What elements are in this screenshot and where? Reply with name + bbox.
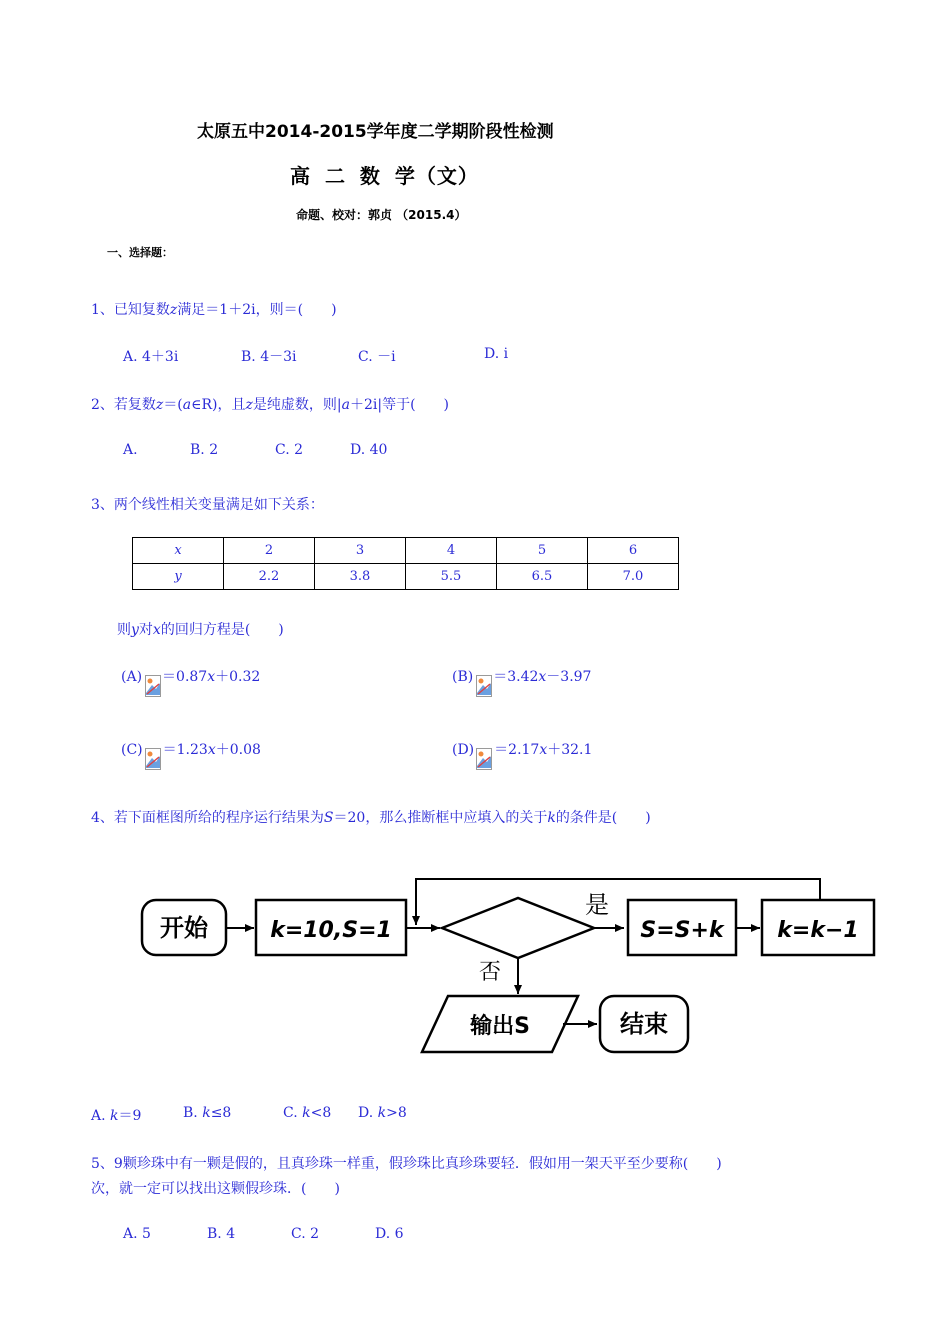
- q2-option-c: C. 2: [275, 442, 304, 458]
- exam-title: 太原五中2014-2015学年度二学期阶段性检测: [197, 122, 554, 142]
- q3-option-d: (D) ＝2.17x＋32.1: [452, 742, 593, 758]
- flow-start-label: 开始: [160, 914, 208, 942]
- table-cell: 4: [406, 538, 497, 564]
- table-cell: 6.5: [497, 564, 588, 590]
- flow-no-label: 否: [478, 960, 502, 985]
- question-3-stem: 3、两个线性相关变量满足如下关系：: [91, 497, 324, 513]
- table-cell: 3: [315, 538, 406, 564]
- q4-option-b: B. k≤8: [183, 1105, 232, 1121]
- q3-option-c: (C) ＝1.23x＋0.08: [121, 742, 261, 758]
- exam-subtitle: 高 二 数 学（文）: [290, 164, 479, 188]
- table-cell: x: [133, 538, 224, 564]
- q5-option-b: B. 4: [207, 1226, 236, 1242]
- flow-init-label: k=10,S=1: [270, 918, 392, 943]
- q1-option-b: B. 4－3i: [241, 349, 297, 365]
- q5-option-d: D. 6: [375, 1226, 404, 1242]
- q2-option-b: B. 2: [190, 442, 219, 458]
- section-heading: 一、选择题：: [107, 246, 173, 259]
- flow-end-label: 结束: [620, 1010, 668, 1038]
- flow-decision-diamond: [442, 898, 594, 958]
- table-cell: 2.2: [224, 564, 315, 590]
- q2-option-a: A.: [123, 442, 138, 458]
- exam-byline: 命题、校对：郭贞 （2015.4）: [296, 208, 467, 222]
- q3-option-a: (A) ＝0.87x＋0.32: [121, 669, 261, 685]
- table-cell: 6: [588, 538, 679, 564]
- question-5-line-2: 次，就一定可以找出这颗假珍珠．( ): [91, 1181, 340, 1197]
- question-4-stem: 4、若下面框图所给的程序运行结果为S＝20，那么推断框中应填入的关于k的条件是( ): [91, 810, 651, 826]
- q4-option-d: D. k>8: [358, 1105, 407, 1121]
- flow-update-s-label: S=S+k: [640, 918, 724, 943]
- question-3-followup: 则y对x的回归方程是( ): [117, 622, 284, 638]
- q1-option-d: D. i: [484, 346, 509, 362]
- q1-option-a: A. 4＋3i: [123, 349, 179, 365]
- question-5-line-1: 5、9颗珍珠中有一颗是假的，且真珍珠一样重，假珍珠比真珍珠要轻．假如用一架天平至少要称( ): [91, 1156, 722, 1172]
- question-2-stem: 2、若复数z＝(a∈R)，且z是纯虚数，则|a＋2i|等于( ): [91, 397, 450, 413]
- q1-option-c: C. －i: [358, 349, 396, 365]
- q4-option-c: C. k<8: [283, 1105, 332, 1121]
- q4-option-a: A. k＝9: [91, 1108, 142, 1124]
- q5-option-a: A. 5: [123, 1226, 151, 1242]
- question-1-stem: 1、已知复数z满足＝1＋2i，则＝( ): [91, 302, 337, 318]
- table-cell: 2: [224, 538, 315, 564]
- flow-yes-label: 是: [585, 891, 609, 919]
- table-cell: 5: [497, 538, 588, 564]
- q2-option-d: D. 40: [350, 442, 388, 458]
- flow-update-k-label: k=k−1: [777, 918, 859, 943]
- table-cell: 3.8: [315, 564, 406, 590]
- table-cell: 5.5: [406, 564, 497, 590]
- flow-output-label: 输出S: [470, 1014, 530, 1039]
- table-cell: y: [133, 564, 224, 590]
- q5-option-c: C. 2: [291, 1226, 320, 1242]
- table-cell: 7.0: [588, 564, 679, 590]
- q3-option-b: (B) ＝3.42x－3.97: [452, 669, 592, 685]
